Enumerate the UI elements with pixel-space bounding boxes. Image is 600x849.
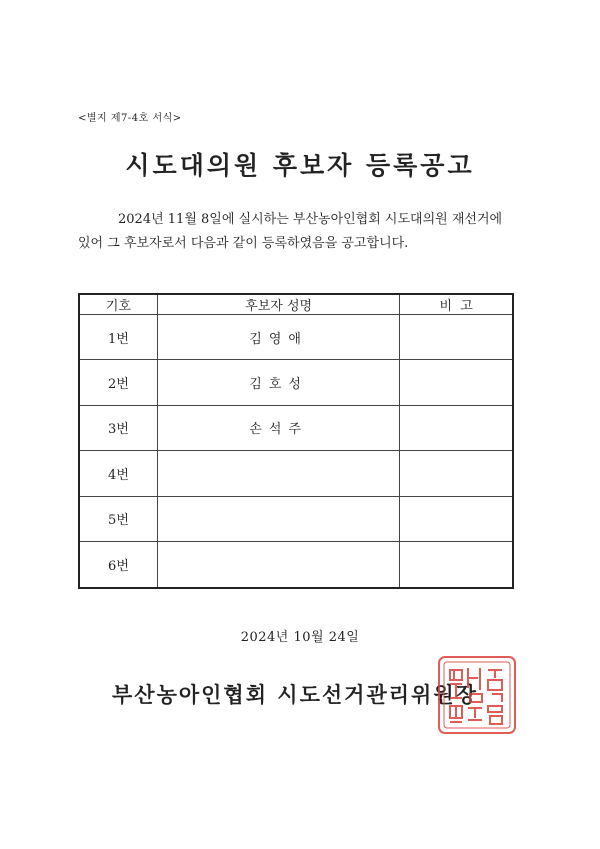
row-candidate-name xyxy=(157,496,399,541)
row-candidate-name xyxy=(157,451,399,496)
body-line-2: 있어 그 후보자로서 다음과 같이 등록하였음을 공고합니다. xyxy=(78,236,409,251)
row-number: 1번 xyxy=(79,315,157,360)
row-number: 4번 xyxy=(79,451,157,496)
signature-line: 부산농아인협회 시도선거관리위원장 xyxy=(112,682,478,707)
table-row xyxy=(79,496,513,541)
row-number: 6번 xyxy=(79,541,157,588)
form-number: <별지 제7-4호 서식> xyxy=(78,113,182,124)
official-seal-stamp xyxy=(436,654,518,736)
table-row xyxy=(79,405,513,450)
table-row xyxy=(79,360,513,405)
row-remarks xyxy=(400,451,513,496)
row-number: 5번 xyxy=(79,496,157,541)
header-number: 기호 xyxy=(79,294,157,315)
row-candidate-name xyxy=(157,541,399,588)
row-candidate-name: 김호성 xyxy=(157,360,399,405)
table-row xyxy=(79,315,513,360)
announcement-date: 2024년 10월 24일 xyxy=(240,630,360,645)
row-remarks xyxy=(400,315,513,360)
row-remarks xyxy=(400,496,513,541)
row-remarks xyxy=(400,541,513,588)
document-title: 시도대의원 후보자 등록공고 xyxy=(125,151,475,180)
table-header-row xyxy=(79,294,513,315)
row-number: 3번 xyxy=(79,405,157,450)
candidate-table xyxy=(78,293,514,589)
header-candidate-name: 후보자 성명 xyxy=(157,294,399,315)
row-number: 2번 xyxy=(79,360,157,405)
row-remarks xyxy=(400,405,513,450)
row-remarks xyxy=(400,360,513,405)
table-row xyxy=(79,541,513,588)
table-row xyxy=(79,451,513,496)
header-remarks: 비 고 xyxy=(400,294,513,315)
row-candidate-name: 손석주 xyxy=(157,405,399,450)
announcement-body xyxy=(78,208,528,256)
body-line-1: 2024년 11월 8일에 실시하는 부산농아인협회 시도대의원 재선거에 xyxy=(118,212,503,227)
row-candidate-name: 김영애 xyxy=(157,315,399,360)
